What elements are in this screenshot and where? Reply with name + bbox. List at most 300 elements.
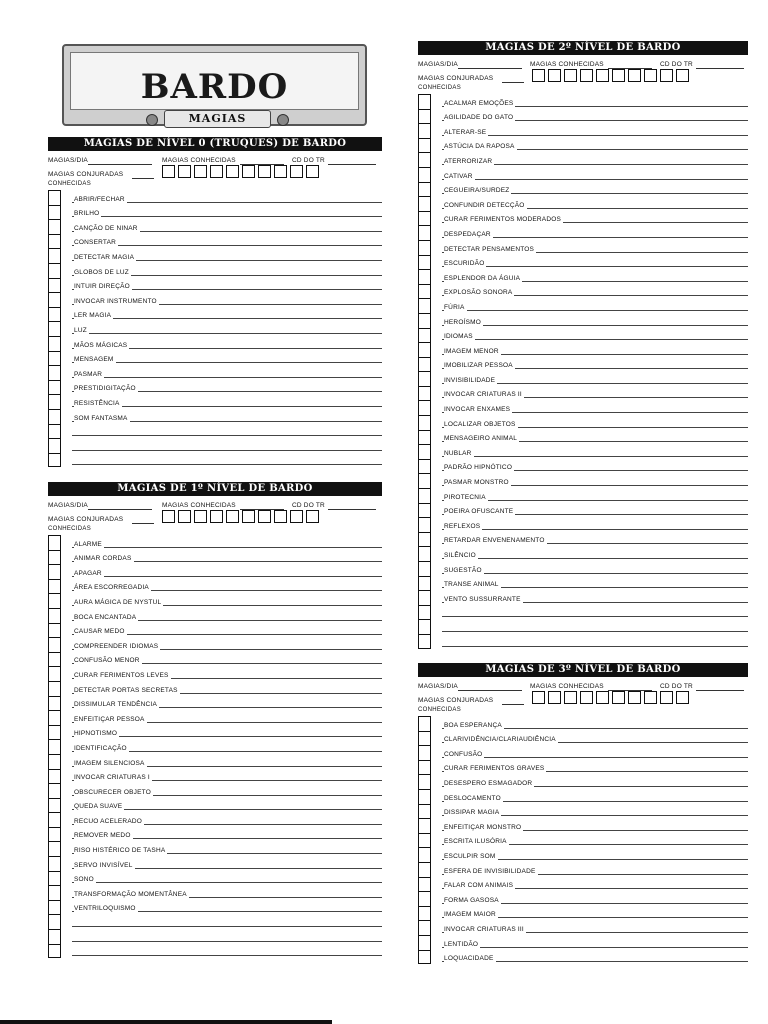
spell-row — [48, 608, 382, 623]
spell-line — [72, 941, 382, 942]
magias-conjuradas-field[interactable] — [132, 523, 154, 524]
spell-known-checkbox[interactable] — [48, 564, 61, 579]
meta-row-cast — [48, 514, 382, 526]
cast-checkbox[interactable] — [612, 691, 625, 704]
spell-known-checkbox[interactable] — [418, 576, 431, 591]
spell-row — [418, 891, 748, 906]
spell-name: NUBLAR — [444, 449, 472, 457]
spell-row — [418, 488, 748, 503]
spell-known-checkbox[interactable] — [418, 517, 431, 532]
spell-row — [418, 935, 748, 950]
spell-row — [48, 190, 382, 205]
spell-known-checkbox[interactable] — [418, 225, 431, 240]
spell-known-checkbox[interactable] — [418, 473, 431, 488]
spell-known-checkbox[interactable] — [48, 637, 61, 652]
spell-name: CONSERTAR — [74, 239, 117, 247]
logo-knob-left-icon — [146, 114, 158, 126]
spell-row — [418, 211, 748, 226]
spell-known-checkbox[interactable] — [418, 935, 431, 950]
spell-row — [418, 167, 748, 182]
spell-known-checkbox[interactable] — [48, 248, 61, 263]
cast-checkbox[interactable] — [226, 165, 239, 178]
spell-row — [418, 182, 748, 197]
spell-known-checkbox[interactable] — [418, 731, 431, 746]
spell-row — [418, 561, 748, 576]
cast-boxes — [532, 691, 689, 704]
magias-dia-field[interactable] — [88, 164, 152, 165]
spell-known-checkbox[interactable] — [418, 488, 431, 503]
spell-known-checkbox[interactable] — [48, 380, 61, 395]
spell-known-checkbox[interactable] — [418, 619, 431, 634]
spell-known-checkbox[interactable] — [418, 503, 431, 518]
spell-known-checkbox[interactable] — [48, 666, 61, 681]
logo-frame — [70, 52, 359, 110]
spell-known-checkbox[interactable] — [48, 438, 61, 453]
spell-row — [48, 234, 382, 249]
spell-name: DESPEDAÇAR — [444, 230, 491, 238]
spell-row — [418, 123, 748, 138]
spell-known-checkbox[interactable] — [418, 284, 431, 299]
spell-name: ESCURIDÃO — [444, 260, 485, 268]
spell-known-checkbox[interactable] — [418, 138, 431, 153]
section-level-1 — [48, 482, 382, 958]
spell-row — [48, 871, 382, 886]
spell-known-checkbox[interactable] — [48, 292, 61, 307]
section-level-0 — [48, 137, 382, 467]
spell-name: ESFERA DE INVISIBILIDADE — [444, 867, 536, 875]
spell-known-checkbox[interactable] — [48, 623, 61, 638]
spell-line — [72, 216, 382, 217]
spell-known-checkbox[interactable] — [418, 920, 431, 935]
spell-line — [72, 318, 382, 319]
spell-name: LOQUACIDADE — [444, 955, 494, 963]
spell-known-checkbox[interactable] — [48, 336, 61, 351]
spell-name: ESPLENDOR DA ÁGUIA — [444, 274, 521, 282]
spell-known-checkbox[interactable] — [48, 652, 61, 667]
spell-row — [48, 841, 382, 856]
spell-known-checkbox[interactable] — [418, 430, 431, 445]
spell-known-checkbox[interactable] — [48, 914, 61, 929]
spell-known-checkbox[interactable] — [48, 841, 61, 856]
cast-checkbox[interactable] — [532, 69, 545, 82]
spell-name: AGILIDADE DO GATO — [444, 114, 514, 122]
spell-known-checkbox[interactable] — [418, 240, 431, 255]
spell-known-checkbox[interactable] — [418, 152, 431, 167]
spell-row — [48, 453, 382, 468]
spell-known-checkbox[interactable] — [48, 278, 61, 293]
spell-row — [418, 94, 748, 109]
cast-checkbox[interactable] — [564, 69, 577, 82]
spell-name: CURAR FERIMENTOS LEVES — [74, 671, 169, 679]
cast-checkbox[interactable] — [178, 165, 191, 178]
spell-name: DESLOCAMENTO — [444, 794, 501, 802]
spell-known-checkbox[interactable] — [418, 255, 431, 270]
spell-known-checkbox[interactable] — [418, 94, 431, 109]
spell-row — [418, 152, 748, 167]
magias-dia-field[interactable] — [458, 690, 522, 691]
spell-row — [48, 219, 382, 234]
cast-checkbox[interactable] — [596, 69, 609, 82]
cast-checkbox[interactable] — [258, 510, 271, 523]
magias-conjuradas-label: MAGIAS CONJURADAS — [48, 516, 124, 523]
spell-name: CAUSAR MEDO — [74, 628, 125, 636]
spell-known-checkbox[interactable] — [418, 123, 431, 138]
cast-checkbox[interactable] — [162, 510, 175, 523]
cd-do-tr-label: CD DO TR — [660, 61, 693, 68]
spell-known-checkbox[interactable] — [418, 546, 431, 561]
spell-known-checkbox[interactable] — [48, 409, 61, 424]
spell-row — [48, 914, 382, 929]
cast-checkbox[interactable] — [548, 69, 561, 82]
cast-checkbox[interactable] — [660, 69, 673, 82]
spell-name: INVOCAR CRIATURAS III — [444, 925, 524, 933]
spell-known-checkbox[interactable] — [418, 605, 431, 620]
cast-checkbox[interactable] — [242, 165, 255, 178]
spell-line — [442, 456, 748, 457]
cast-checkbox[interactable] — [194, 165, 207, 178]
spell-known-checkbox[interactable] — [418, 634, 431, 649]
spell-name: RISO HISTÉRICO DE TASHA — [74, 847, 166, 855]
spell-known-checkbox[interactable] — [48, 394, 61, 409]
spell-known-checkbox[interactable] — [418, 371, 431, 386]
spell-known-checkbox[interactable] — [418, 313, 431, 328]
spell-known-checkbox[interactable] — [48, 871, 61, 886]
spell-known-checkbox[interactable] — [418, 760, 431, 775]
spell-known-checkbox[interactable] — [48, 900, 61, 915]
spell-known-checkbox[interactable] — [48, 579, 61, 594]
spell-name: LUZ — [74, 326, 87, 334]
cast-checkbox[interactable] — [162, 165, 175, 178]
spell-known-checkbox[interactable] — [48, 263, 61, 278]
spell-name: HEROÍSMO — [444, 318, 481, 326]
spell-name: POEIRA OFUSCANTE — [444, 508, 514, 516]
spell-name: INTUIR DIREÇÃO — [74, 283, 130, 291]
spell-known-checkbox[interactable] — [48, 453, 61, 468]
cd-do-tr-label: CD DO TR — [660, 683, 693, 690]
cast-checkbox[interactable] — [628, 69, 641, 82]
cast-checkbox[interactable] — [242, 510, 255, 523]
spell-known-checkbox[interactable] — [48, 696, 61, 711]
spell-known-checkbox[interactable] — [48, 424, 61, 439]
spell-known-checkbox[interactable] — [48, 550, 61, 565]
cast-checkbox[interactable] — [596, 691, 609, 704]
spell-line — [72, 576, 382, 577]
spell-row — [48, 321, 382, 336]
spell-line — [72, 245, 382, 246]
magias-dia-field[interactable] — [88, 509, 152, 510]
section-level-2 — [418, 41, 748, 649]
spell-row — [48, 579, 382, 594]
spell-known-checkbox[interactable] — [48, 783, 61, 798]
spell-known-checkbox[interactable] — [48, 739, 61, 754]
conhecidas-label: CONHECIDAS — [418, 85, 462, 91]
spell-name: INVOCAR INSTRUMENTO — [74, 297, 157, 305]
spell-known-checkbox[interactable] — [418, 400, 431, 415]
spell-row — [48, 409, 382, 424]
cast-checkbox[interactable] — [612, 69, 625, 82]
spell-known-checkbox[interactable] — [418, 459, 431, 474]
spell-known-checkbox[interactable] — [48, 535, 61, 550]
spell-known-checkbox[interactable] — [418, 532, 431, 547]
spell-known-checkbox[interactable] — [48, 827, 61, 842]
spell-name: FÚRIA — [444, 303, 465, 311]
spell-known-checkbox[interactable] — [48, 365, 61, 380]
spell-known-checkbox[interactable] — [418, 386, 431, 401]
spell-name: REMOVER MEDO — [74, 832, 131, 840]
spell-known-checkbox[interactable] — [418, 269, 431, 284]
spell-known-checkbox[interactable] — [418, 877, 431, 892]
spell-name: CONFUSÃO — [444, 750, 483, 758]
cd-do-tr-field[interactable] — [696, 68, 744, 69]
cast-checkbox[interactable] — [580, 691, 593, 704]
spell-row — [48, 637, 382, 652]
spell-row — [418, 196, 748, 211]
spell-known-checkbox[interactable] — [418, 415, 431, 430]
cast-checkbox[interactable] — [274, 510, 287, 523]
spell-row — [418, 415, 748, 430]
spell-line — [72, 435, 382, 436]
spell-line — [442, 573, 748, 574]
spell-row — [48, 550, 382, 565]
spell-name: FORMA GASOSA — [444, 896, 499, 904]
spell-name: IDIOMAS — [444, 333, 473, 341]
spell-row — [418, 634, 748, 649]
magias-conhecidas-label: MAGIAS CONHECIDAS — [530, 61, 604, 68]
magias-conjuradas-field[interactable] — [132, 178, 154, 179]
magias-conjuradas-label: MAGIAS CONJURADAS — [418, 75, 494, 82]
cd-do-tr-field[interactable] — [328, 509, 376, 510]
spell-row — [418, 532, 748, 547]
spell-row — [418, 804, 748, 819]
spell-known-checkbox[interactable] — [418, 862, 431, 877]
spell-name: ÁREA ESCORREGADIA — [74, 584, 149, 592]
spell-name: GLOBOS DE LUZ — [74, 268, 129, 276]
spell-name: INVOCAR ENXAMES — [444, 406, 511, 414]
spell-name: ASTÚCIA DA RAPOSA — [444, 143, 515, 151]
spell-name: BOA ESPERANÇA — [444, 721, 502, 729]
spell-row — [418, 731, 748, 746]
cast-checkbox[interactable] — [676, 691, 689, 704]
cast-checkbox[interactable] — [548, 691, 561, 704]
spell-name: VENTRILOQUISMO — [74, 905, 136, 913]
spell-row — [418, 444, 748, 459]
cast-checkbox[interactable] — [226, 510, 239, 523]
spell-row — [48, 623, 382, 638]
spell-row — [48, 725, 382, 740]
spell-name: AURA MÁGICA DE NYSTUL — [74, 598, 162, 606]
spell-known-checkbox[interactable] — [48, 710, 61, 725]
spell-row — [48, 739, 382, 754]
cast-checkbox[interactable] — [532, 691, 545, 704]
spell-known-checkbox[interactable] — [418, 211, 431, 226]
spell-name: PADRÃO HIPNÓTICO — [444, 464, 513, 472]
cast-checkbox[interactable] — [644, 69, 657, 82]
magias-dia-label: MAGIAS/DIA — [418, 61, 458, 68]
spell-known-checkbox[interactable] — [48, 608, 61, 623]
cd-do-tr-field[interactable] — [328, 164, 376, 165]
spell-known-checkbox[interactable] — [418, 328, 431, 343]
spell-row — [418, 517, 748, 532]
magias-conjuradas-field[interactable] — [502, 82, 524, 83]
spell-known-checkbox[interactable] — [418, 590, 431, 605]
spell-name: PASMAR — [74, 370, 103, 378]
spell-name: INVISIBILIDADE — [444, 376, 496, 384]
spell-known-checkbox[interactable] — [418, 906, 431, 921]
spell-name: ENFEITIÇAR MONSTRO — [444, 823, 522, 831]
spell-known-checkbox[interactable] — [418, 789, 431, 804]
spell-line — [72, 882, 382, 883]
cast-checkbox[interactable] — [580, 69, 593, 82]
magias-dia-label: MAGIAS/DIA — [418, 683, 458, 690]
spell-known-checkbox[interactable] — [418, 847, 431, 862]
spell-row — [48, 769, 382, 784]
spell-known-checkbox[interactable] — [48, 725, 61, 740]
spell-row — [418, 313, 748, 328]
spell-row — [48, 929, 382, 944]
spell-row — [418, 716, 748, 731]
spell-row — [418, 240, 748, 255]
cd-do-tr-label: CD DO TR — [292, 502, 325, 509]
cast-checkbox[interactable] — [306, 165, 319, 178]
cast-checkbox[interactable] — [194, 510, 207, 523]
magias-conhecidas-label: MAGIAS CONHECIDAS — [162, 502, 236, 509]
spell-name: BRILHO — [74, 210, 100, 218]
spell-known-checkbox[interactable] — [48, 321, 61, 336]
conhecidas-label: CONHECIDAS — [418, 707, 462, 713]
spell-row — [48, 351, 382, 366]
cast-checkbox[interactable] — [306, 510, 319, 523]
magias-conjuradas-field[interactable] — [502, 704, 524, 705]
spell-known-checkbox[interactable] — [48, 929, 61, 944]
cd-do-tr-label: CD DO TR — [292, 157, 325, 164]
spell-line — [442, 310, 748, 311]
spell-known-checkbox[interactable] — [48, 856, 61, 871]
spell-row — [48, 205, 382, 220]
spell-name: SOM FANTASMA — [74, 414, 128, 422]
cast-checkbox[interactable] — [258, 165, 271, 178]
spell-row — [48, 798, 382, 813]
magias-dia-label: MAGIAS/DIA — [48, 157, 88, 164]
spell-known-checkbox[interactable] — [418, 818, 431, 833]
spell-known-checkbox[interactable] — [48, 219, 61, 234]
spell-known-checkbox[interactable] — [418, 950, 431, 965]
spell-row — [418, 503, 748, 518]
spell-name: CEGUEIRA/SURDEZ — [444, 187, 510, 195]
spell-known-checkbox[interactable] — [418, 774, 431, 789]
spell-known-checkbox[interactable] — [48, 681, 61, 696]
spell-line — [72, 464, 382, 465]
spell-line — [442, 500, 748, 501]
spell-name: CONFUSÃO MENOR — [74, 657, 140, 665]
spell-known-checkbox[interactable] — [48, 754, 61, 769]
spell-row — [48, 263, 382, 278]
spell-name: PRESTIDIGITAÇÃO — [74, 385, 136, 393]
spell-known-checkbox[interactable] — [418, 833, 431, 848]
spell-name: ALTERAR-SE — [444, 128, 487, 136]
spell-known-checkbox[interactable] — [418, 342, 431, 357]
magias-conjuradas-label: MAGIAS CONJURADAS — [48, 171, 124, 178]
spell-known-checkbox[interactable] — [418, 804, 431, 819]
spell-name: DISSIMULAR TENDÊNCIA — [74, 701, 157, 709]
cast-checkbox[interactable] — [290, 165, 303, 178]
magias-conjuradas-label: MAGIAS CONJURADAS — [418, 697, 494, 704]
spell-line — [442, 616, 748, 617]
spell-line — [72, 926, 382, 927]
spell-known-checkbox[interactable] — [48, 769, 61, 784]
spell-name: SERVO INVISÍVEL — [74, 861, 133, 869]
spell-name: DETECTAR PORTAS SECRETAS — [74, 686, 178, 694]
spell-name: TRANSE ANIMAL — [444, 581, 499, 589]
spell-known-checkbox[interactable] — [48, 190, 61, 205]
spell-known-checkbox[interactable] — [48, 307, 61, 322]
cast-checkbox[interactable] — [290, 510, 303, 523]
spell-row — [48, 827, 382, 842]
meta-row-cast — [418, 73, 748, 85]
spell-name: TRANSFORMAÇÃO MOMENTÂNEA — [74, 890, 187, 898]
cast-checkbox[interactable] — [178, 510, 191, 523]
spell-name: COMPREENDER IDIOMAS — [74, 642, 159, 650]
cast-checkbox[interactable] — [644, 691, 657, 704]
spell-known-checkbox[interactable] — [418, 182, 431, 197]
cast-checkbox[interactable] — [676, 69, 689, 82]
spell-row — [418, 605, 748, 620]
spell-line — [442, 529, 748, 530]
spell-known-checkbox[interactable] — [418, 745, 431, 760]
spell-name: LER MAGIA — [74, 312, 112, 320]
cd-do-tr-field[interactable] — [696, 690, 744, 691]
cast-checkbox[interactable] — [210, 165, 223, 178]
spell-known-checkbox[interactable] — [418, 109, 431, 124]
spell-line — [442, 325, 748, 326]
spell-known-checkbox[interactable] — [418, 444, 431, 459]
spell-known-checkbox[interactable] — [48, 812, 61, 827]
cast-checkbox[interactable] — [660, 691, 673, 704]
cast-boxes — [162, 165, 319, 178]
spell-known-checkbox[interactable] — [418, 716, 431, 731]
cast-checkbox[interactable] — [628, 691, 641, 704]
spell-row — [48, 394, 382, 409]
spell-row — [418, 430, 748, 445]
spell-known-checkbox[interactable] — [48, 205, 61, 220]
cast-checkbox[interactable] — [564, 691, 577, 704]
spell-known-checkbox[interactable] — [48, 885, 61, 900]
spell-known-checkbox[interactable] — [48, 593, 61, 608]
spell-known-checkbox[interactable] — [418, 298, 431, 313]
spell-row — [418, 789, 748, 804]
spell-known-checkbox[interactable] — [418, 561, 431, 576]
spell-known-checkbox[interactable] — [418, 357, 431, 372]
spell-row — [48, 292, 382, 307]
spell-known-checkbox[interactable] — [48, 798, 61, 813]
spell-known-checkbox[interactable] — [48, 944, 61, 959]
spell-row — [418, 109, 748, 124]
spell-known-checkbox[interactable] — [48, 234, 61, 249]
spell-known-checkbox[interactable] — [418, 196, 431, 211]
spell-row — [418, 386, 748, 401]
spell-known-checkbox[interactable] — [418, 891, 431, 906]
logo-title: BARDO — [140, 67, 289, 107]
spell-row — [418, 745, 748, 760]
spell-known-checkbox[interactable] — [418, 167, 431, 182]
magias-conhecidas-label: MAGIAS CONHECIDAS — [162, 157, 236, 164]
cast-checkbox[interactable] — [274, 165, 287, 178]
spell-row — [418, 138, 748, 153]
cast-checkbox[interactable] — [210, 510, 223, 523]
spell-row — [418, 950, 748, 965]
spell-known-checkbox[interactable] — [48, 351, 61, 366]
magias-dia-field[interactable] — [458, 68, 522, 69]
spell-row — [48, 248, 382, 263]
